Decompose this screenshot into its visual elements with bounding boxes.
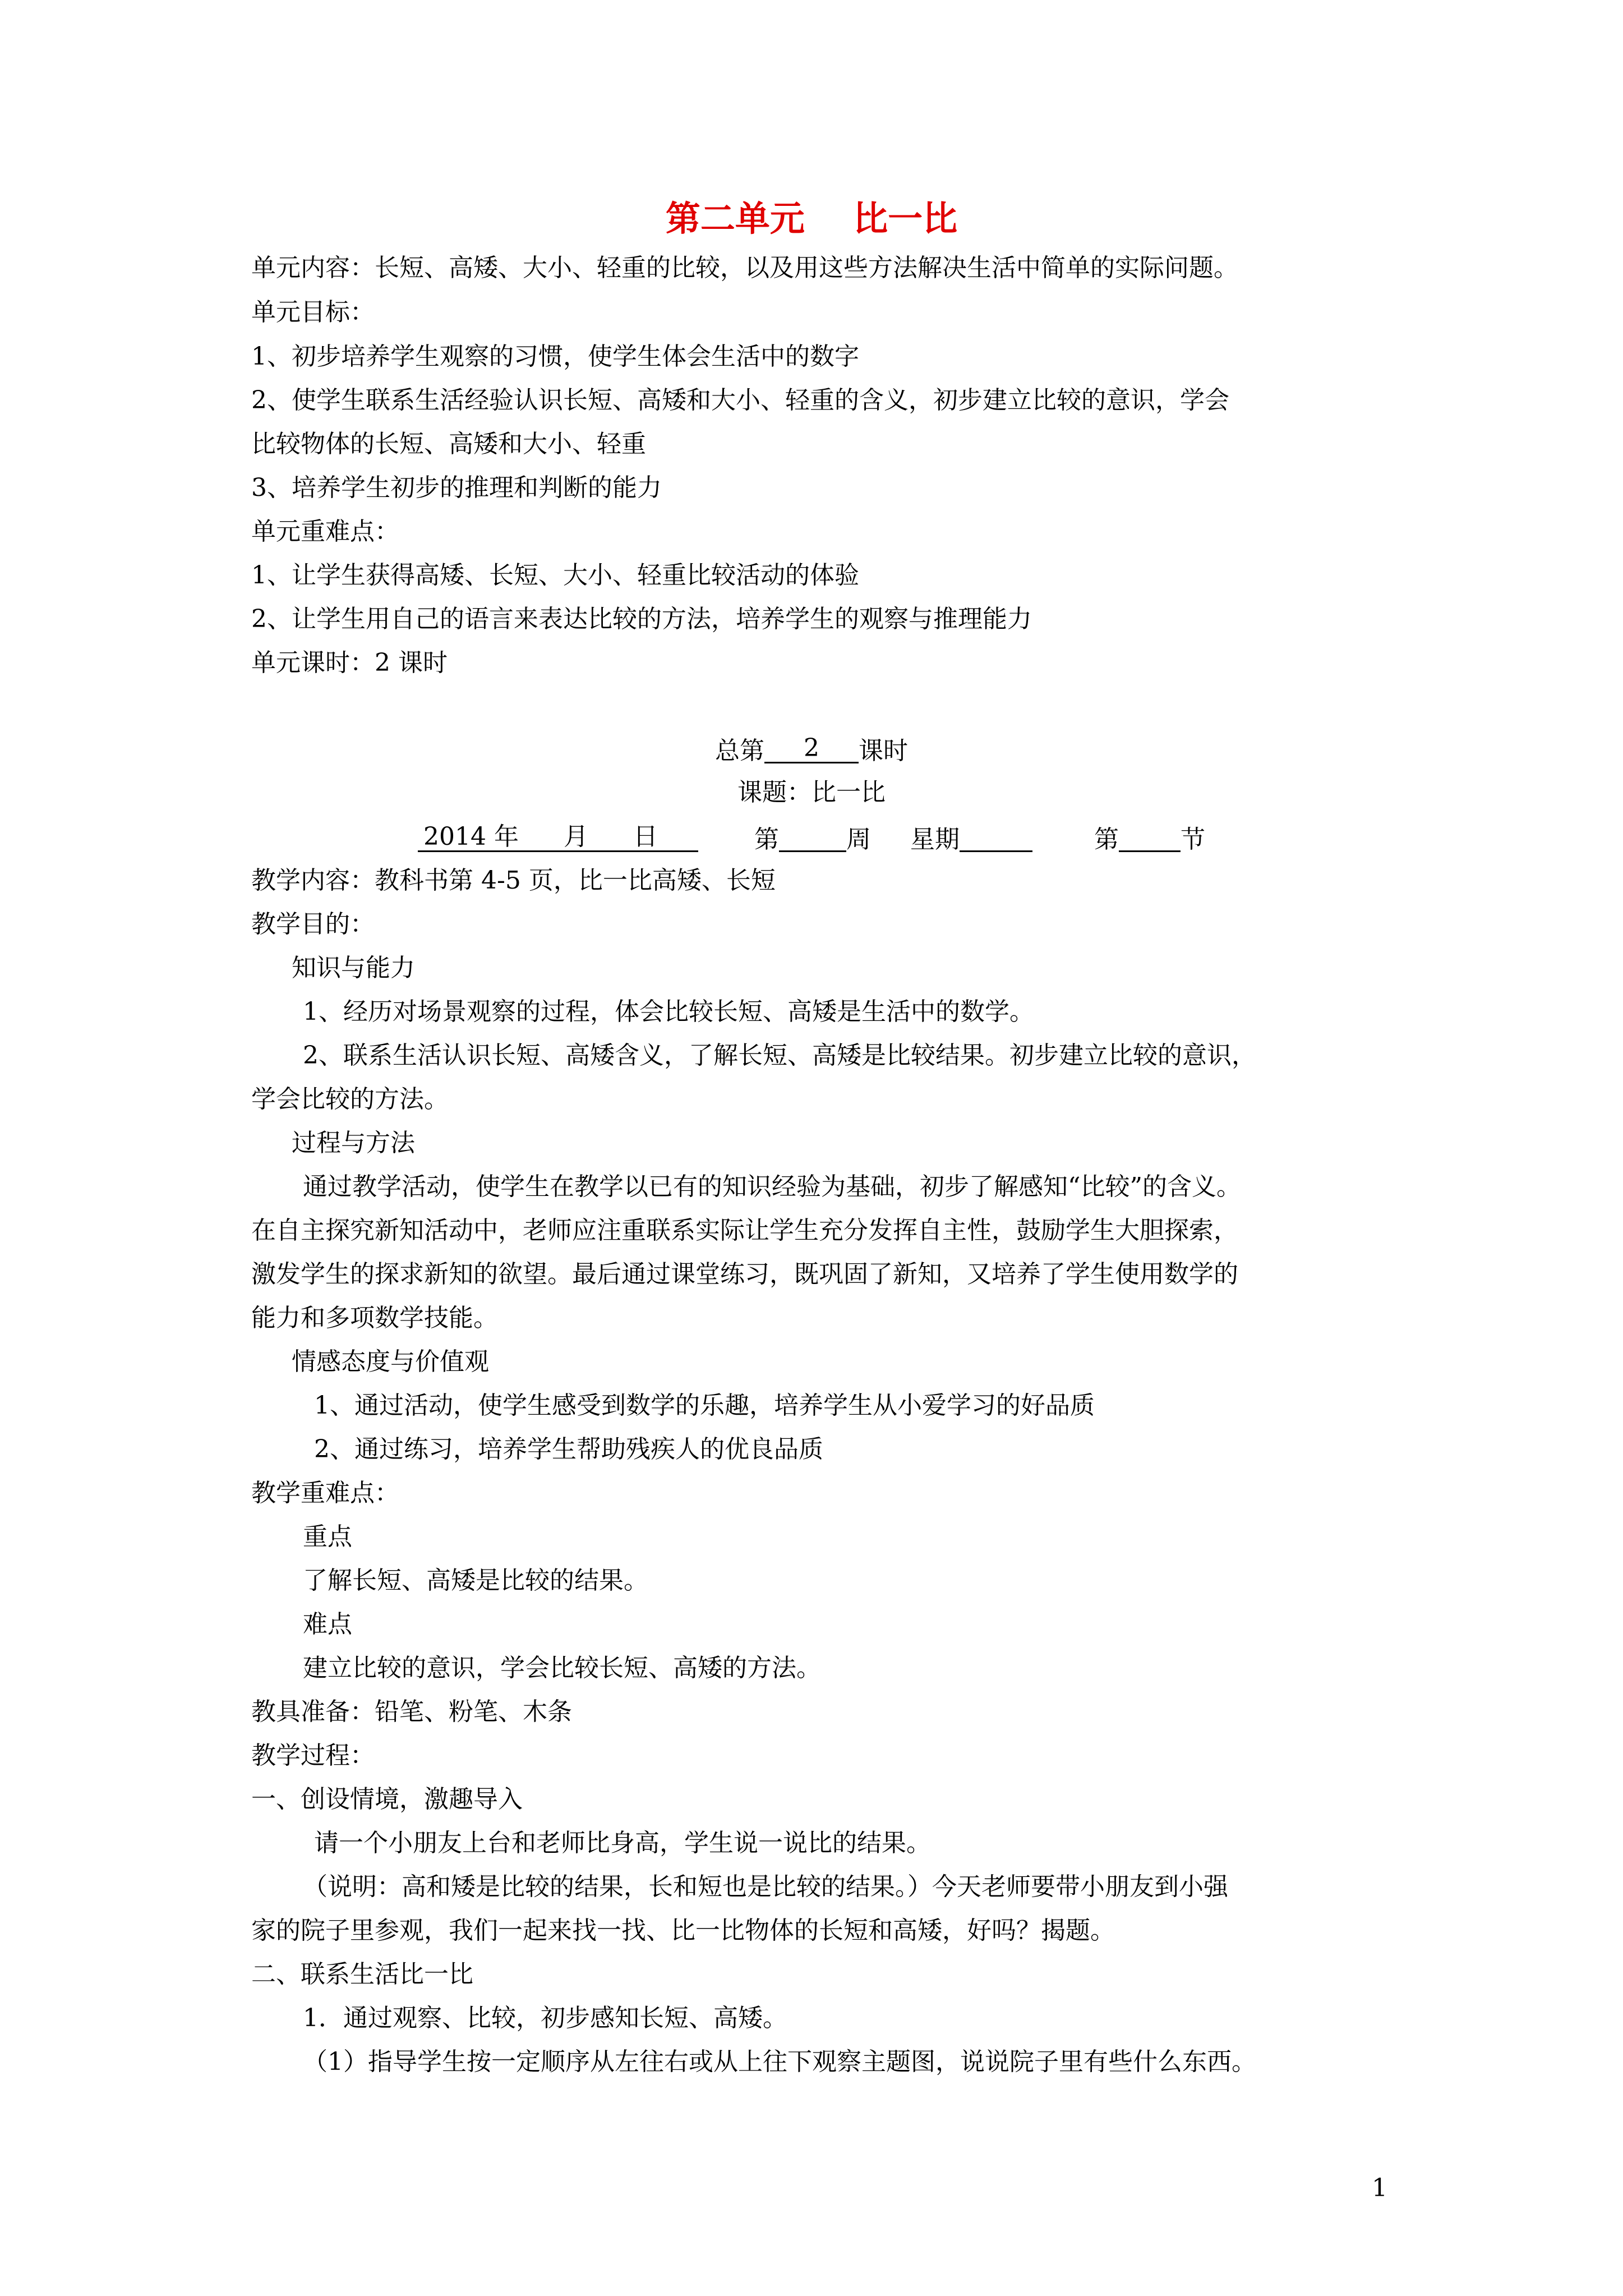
lesson-week-blank [779, 825, 846, 852]
lesson-week-suffix: 周 [846, 825, 871, 854]
section-1-text-c: 家的院子里参观，我们一起来找一找、比一比物体的长短和高矮，好吗？揭题。 [251, 1916, 1115, 1945]
page-title: 第二单元 比一比 [665, 198, 958, 239]
section-1-text-a: 请一个小朋友上台和老师比身高，学生说一说比的结果。 [314, 1829, 931, 1857]
lesson-weekday-blank [960, 825, 1032, 852]
unit-goal-2a: 2、使学生联系生活经验认识长短、高矮和大小、轻重的含义，初步建立比较的意识，学会 [251, 386, 1229, 415]
unit-goal-2b: 比较物体的长短、高矮和大小、轻重 [251, 430, 646, 458]
teaching-process-label: 教学过程： [251, 1741, 375, 1770]
lesson-month: 月 [563, 822, 588, 851]
lesson-year: 2014 年 [423, 822, 519, 851]
difficult-point-label: 难点 [303, 1610, 352, 1639]
unit-difficulty-2: 2、让学生用自己的语言来表达比较的方法，培养学生的观察与推理能力 [251, 605, 1032, 633]
key-point-text: 了解长短、高矮是比较的结果。 [303, 1566, 648, 1595]
lesson-section-suffix: 节 [1181, 825, 1205, 854]
lesson-total-suffix: 课时 [859, 737, 908, 765]
unit-difficulty-label: 单元重难点： [251, 517, 399, 546]
section-2-item-1: 1．通过观察、比较，初步感知长短、高矮。 [303, 2004, 787, 2032]
lesson-total [0, 736, 1623, 763]
section-2-item-1a: （1）指导学生按一定顺序从左往右或从上往下观察主题图，说说院子里有些什么东西。 [303, 2047, 1256, 2076]
lesson-section-prefix: 第 [1094, 825, 1119, 854]
teaching-content: 教学内容：教科书第 4-5 页，比一比高矮、长短 [251, 866, 776, 895]
difficult-point-text: 建立比较的意识，学会比较长短、高矮的方法。 [303, 1654, 821, 1682]
teaching-tools: 教具准备：铅笔、粉笔、木条 [251, 1697, 572, 1726]
process-method-d: 能力和多项数学技能。 [251, 1304, 498, 1332]
process-method-label: 过程与方法 [292, 1129, 415, 1157]
section-1-text-b: （说明：高和矮是比较的结果，长和短也是比较的结果。）今天老师要带小朋友到小强 [303, 1872, 1228, 1901]
teaching-aims-label: 教学目的： [251, 910, 375, 938]
knowledge-ability-1: 1、经历对场景观察的过程，体会比较长短、高矮是生活中的数学。 [303, 997, 1034, 1026]
unit-goal-3: 3、培养学生初步的推理和判断的能力 [251, 473, 662, 502]
emotion-values-2: 2、通过练习，培养学生帮助残疾人的优良品质 [314, 1435, 823, 1464]
process-method-b: 在自主探究新知活动中，老师应注重联系实际让学生充分发挥自主性，鼓励学生大胆探索， [251, 1216, 1238, 1245]
unit-difficulty-1: 1、让学生获得高矮、长短、大小、轻重比较活动的体验 [251, 561, 859, 590]
lesson-day: 日 [633, 822, 658, 851]
lesson-total-number: 2 [764, 736, 859, 763]
unit-goal-1: 1、初步培养学生观察的习惯，使学生体会生活中的数字 [251, 342, 859, 371]
section-1-heading: 一、创设情境，激趣导入 [251, 1785, 523, 1814]
knowledge-ability-2b: 学会比较的方法。 [251, 1085, 449, 1114]
section-2-heading: 二、联系生活比一比 [251, 1960, 473, 1989]
lesson-week-prefix: 第 [754, 825, 779, 854]
lesson-section-blank [1119, 825, 1181, 852]
lesson-date-line [0, 822, 1623, 854]
unit-content: 单元内容：长短、高矮、大小、轻重的比较，以及用这些方法解决生活中简单的实际问题。 [251, 254, 1238, 282]
lesson-total-prefix: 总第 [715, 737, 764, 765]
unit-hours: 单元课时：2 课时 [251, 648, 448, 677]
emotion-values-label: 情感态度与价值观 [292, 1347, 489, 1376]
process-method-c: 激发学生的探求新知的欲望。最后通过课堂练习，既巩固了新知，又培养了学生使用数学的 [251, 1260, 1238, 1289]
lesson-topic: 课题：比一比 [737, 778, 886, 807]
unit-goals-label: 单元目标： [251, 298, 375, 326]
process-method-a: 通过教学活动，使学生在教学以已有的知识经验为基础，初步了解感知“比较”的含义。 [303, 1172, 1241, 1201]
lesson-date [418, 822, 698, 852]
page-number: 1 [1372, 2174, 1387, 2202]
knowledge-ability-2a: 2、联系生活认识长短、高矮含义，了解长短、高矮是比较结果。初步建立比较的意识， [303, 1041, 1256, 1070]
emotion-values-1: 1、通过活动，使学生感受到数学的乐趣，培养学生从小爱学习的好品质 [314, 1391, 1095, 1420]
key-difficulty-label: 教学重难点： [251, 1479, 399, 1507]
key-point-label: 重点 [303, 1522, 352, 1551]
knowledge-ability-label: 知识与能力 [292, 954, 415, 982]
lesson-weekday: 星期 [910, 825, 960, 854]
